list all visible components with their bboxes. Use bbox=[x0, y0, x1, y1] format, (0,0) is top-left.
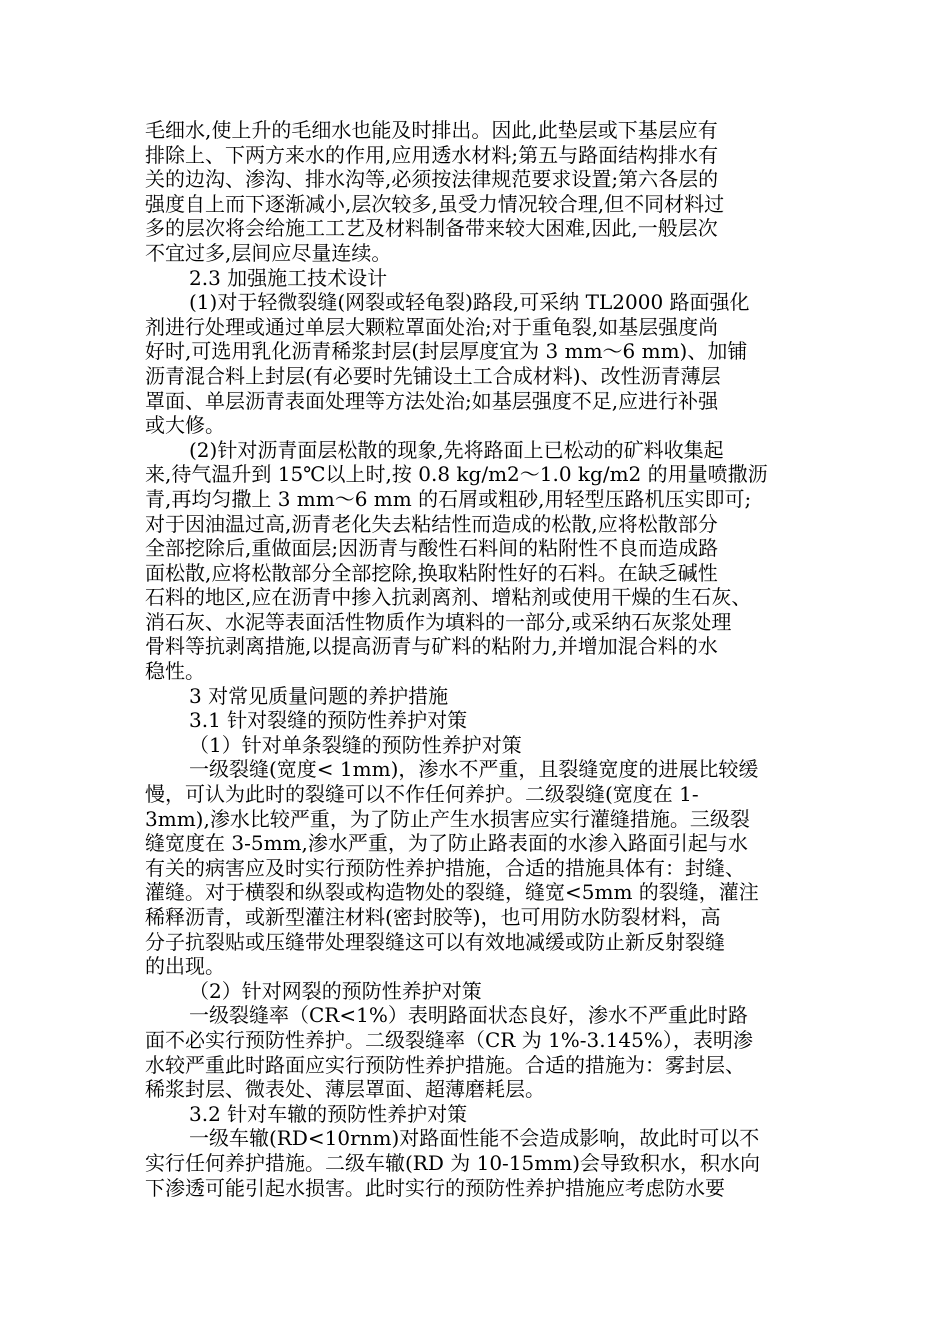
text-line: 稳性。 bbox=[145, 659, 205, 684]
text-line: 毛细水,使上升的毛细水也能及时排出。因此,此垫层或下基层应有 bbox=[145, 118, 718, 142]
text-line: 排除上、下两方来水的作用,应用透水材料;第五与路面结构排水有 bbox=[145, 142, 719, 167]
text-line: 对于因油温过高,沥青老化失去粘结性而造成的松散,应将松散部分 bbox=[145, 511, 718, 536]
text-line: 的出现。 bbox=[145, 954, 225, 979]
text-line: (2)针对沥青面层松散的现象,先将路面上已松动的矿料收集起 bbox=[189, 437, 724, 462]
text-line: 缝宽度在 3-5mm,渗水严重，为了防止路表面的水渗入路面引起与水 bbox=[145, 831, 748, 856]
text-line: 水较严重此时路面应实行预防性养护措施。合适的措施为：雾封层、 bbox=[145, 1052, 745, 1077]
text-line: 有关的病害应及时实行预防性养护措施，合适的措施具体有：封缝、 bbox=[145, 855, 745, 880]
text-line: 面松散,应将松散部分全部挖除,换取粘附性好的石料。在缺乏碱性 bbox=[145, 560, 718, 585]
text-line: 关的边沟、渗沟、排水沟等,必须按法律规范要求设置;第六各层的 bbox=[145, 167, 719, 192]
text-line: 面不必实行预防性养护。二级裂缝率（CR 为 1%-3.145%），表明渗 bbox=[145, 1027, 753, 1052]
text-line: 罩面、单层沥青表面处理等方法处治;如基层强度不足,应进行补强 bbox=[145, 388, 719, 413]
text-line: 强度自上而下逐渐减小,层次较多,虽受力情况较合理,但不同材料过 bbox=[145, 191, 725, 216]
text-line: 慢，可认为此时的裂缝可以不作任何养护。二级裂缝(宽度在 1- bbox=[145, 782, 699, 807]
text-line: 3mm),渗水比较严重，为了防止产生水损害应实行灌缝措施。三级裂 bbox=[145, 806, 750, 831]
text-line: 来,待气温升到 15℃以上时,按 0.8 kg/m2～1.0 kg/m2 的用量喷撒沥 bbox=[145, 462, 768, 487]
text-line: 青,再均匀撒上 3 mm～6 mm 的石屑或粗砂,用轻型压路机压实即可; bbox=[145, 486, 752, 511]
text-line: 一级车辙(RD<10rnm)对路面性能不会造成影响，故此时可以不 bbox=[189, 1126, 760, 1151]
text-line: 分子抗裂贴或压缝带处理裂缝这可以有效地减缓或防止新反射裂缝 bbox=[145, 929, 725, 954]
text-line: 或大修。 bbox=[145, 413, 225, 438]
text-line: (1)对于轻微裂缝(网裂或轻龟裂)路段,可采纳 TL2000 路面强化 bbox=[189, 290, 750, 315]
text-line: 下渗透可能引起水损害。此时实行的预防性养护措施应考虑防水要 bbox=[145, 1175, 725, 1200]
text-line: （1）针对单条裂缝的预防性养护对策 bbox=[189, 732, 522, 757]
text-line: 石料的地区,应在沥青中掺入抗剥离剂、增粘剂或使用干燥的生石灰、 bbox=[145, 585, 752, 610]
text-line: 一级裂缝率（CR<1%）表明路面状态良好，渗水不严重此时路 bbox=[189, 1003, 748, 1028]
text-line: 一级裂缝(宽度< 1mm)，渗水不严重，且裂缝宽度的进展比较缓 bbox=[189, 757, 759, 782]
text-line: 剂进行处理或通过单层大颗粒罩面处治;对于重龟裂,如基层强度尚 bbox=[145, 314, 719, 339]
text-line: 3.1 针对裂缝的预防性养护对策 bbox=[189, 708, 468, 733]
text-line: 不宜过多,层间应尽量连续。 bbox=[145, 240, 392, 265]
text-line: 3.2 针对车辙的预防性养护对策 bbox=[189, 1101, 468, 1126]
text-line: 沥青混合料上封层(有必要时先铺设土工合成材料)、改性沥青薄层 bbox=[145, 363, 721, 388]
text-line: 全部挖除后,重做面层;因沥青与酸性石料间的粘附性不良而造成路 bbox=[145, 536, 719, 561]
text-line: 2.3 加强施工技术设计 bbox=[189, 265, 388, 290]
text-line: 灌缝。对于横裂和纵裂或构造物处的裂缝，缝宽<5mm 的裂缝，灌注 bbox=[145, 880, 759, 905]
text-line: 稀浆封层、微表处、薄层罩面、超薄磨耗层。 bbox=[145, 1077, 545, 1102]
text-line: 稀释沥青，或新型灌注材料(密封胶等)，也可用防水防裂材料，高 bbox=[145, 905, 721, 929]
text-line: 消石灰、水泥等表面活性物质作为填料的一部分,或采纳石灰浆处理 bbox=[145, 609, 732, 634]
text-line: 骨料等抗剥离措施,以提高沥青与矿料的粘附力,并增加混合料的水 bbox=[145, 634, 718, 659]
text-line: （2）针对网裂的预防性养护对策 bbox=[189, 978, 482, 1003]
document-body bbox=[145, 118, 805, 1200]
text-line: 实行任何养护措施。二级车辙(RD 为 10-15mm)会导致积水，积水向 bbox=[145, 1150, 760, 1175]
text-line: 3 对常见质量问题的养护措施 bbox=[189, 683, 449, 708]
text-line: 多的层次将会给施工工艺及材料制备带来较大困难,因此,一般层次 bbox=[145, 216, 718, 241]
text-line: 好时,可选用乳化沥青稀浆封层(封层厚度宜为 3 mm～6 mm)、加铺 bbox=[145, 339, 748, 364]
